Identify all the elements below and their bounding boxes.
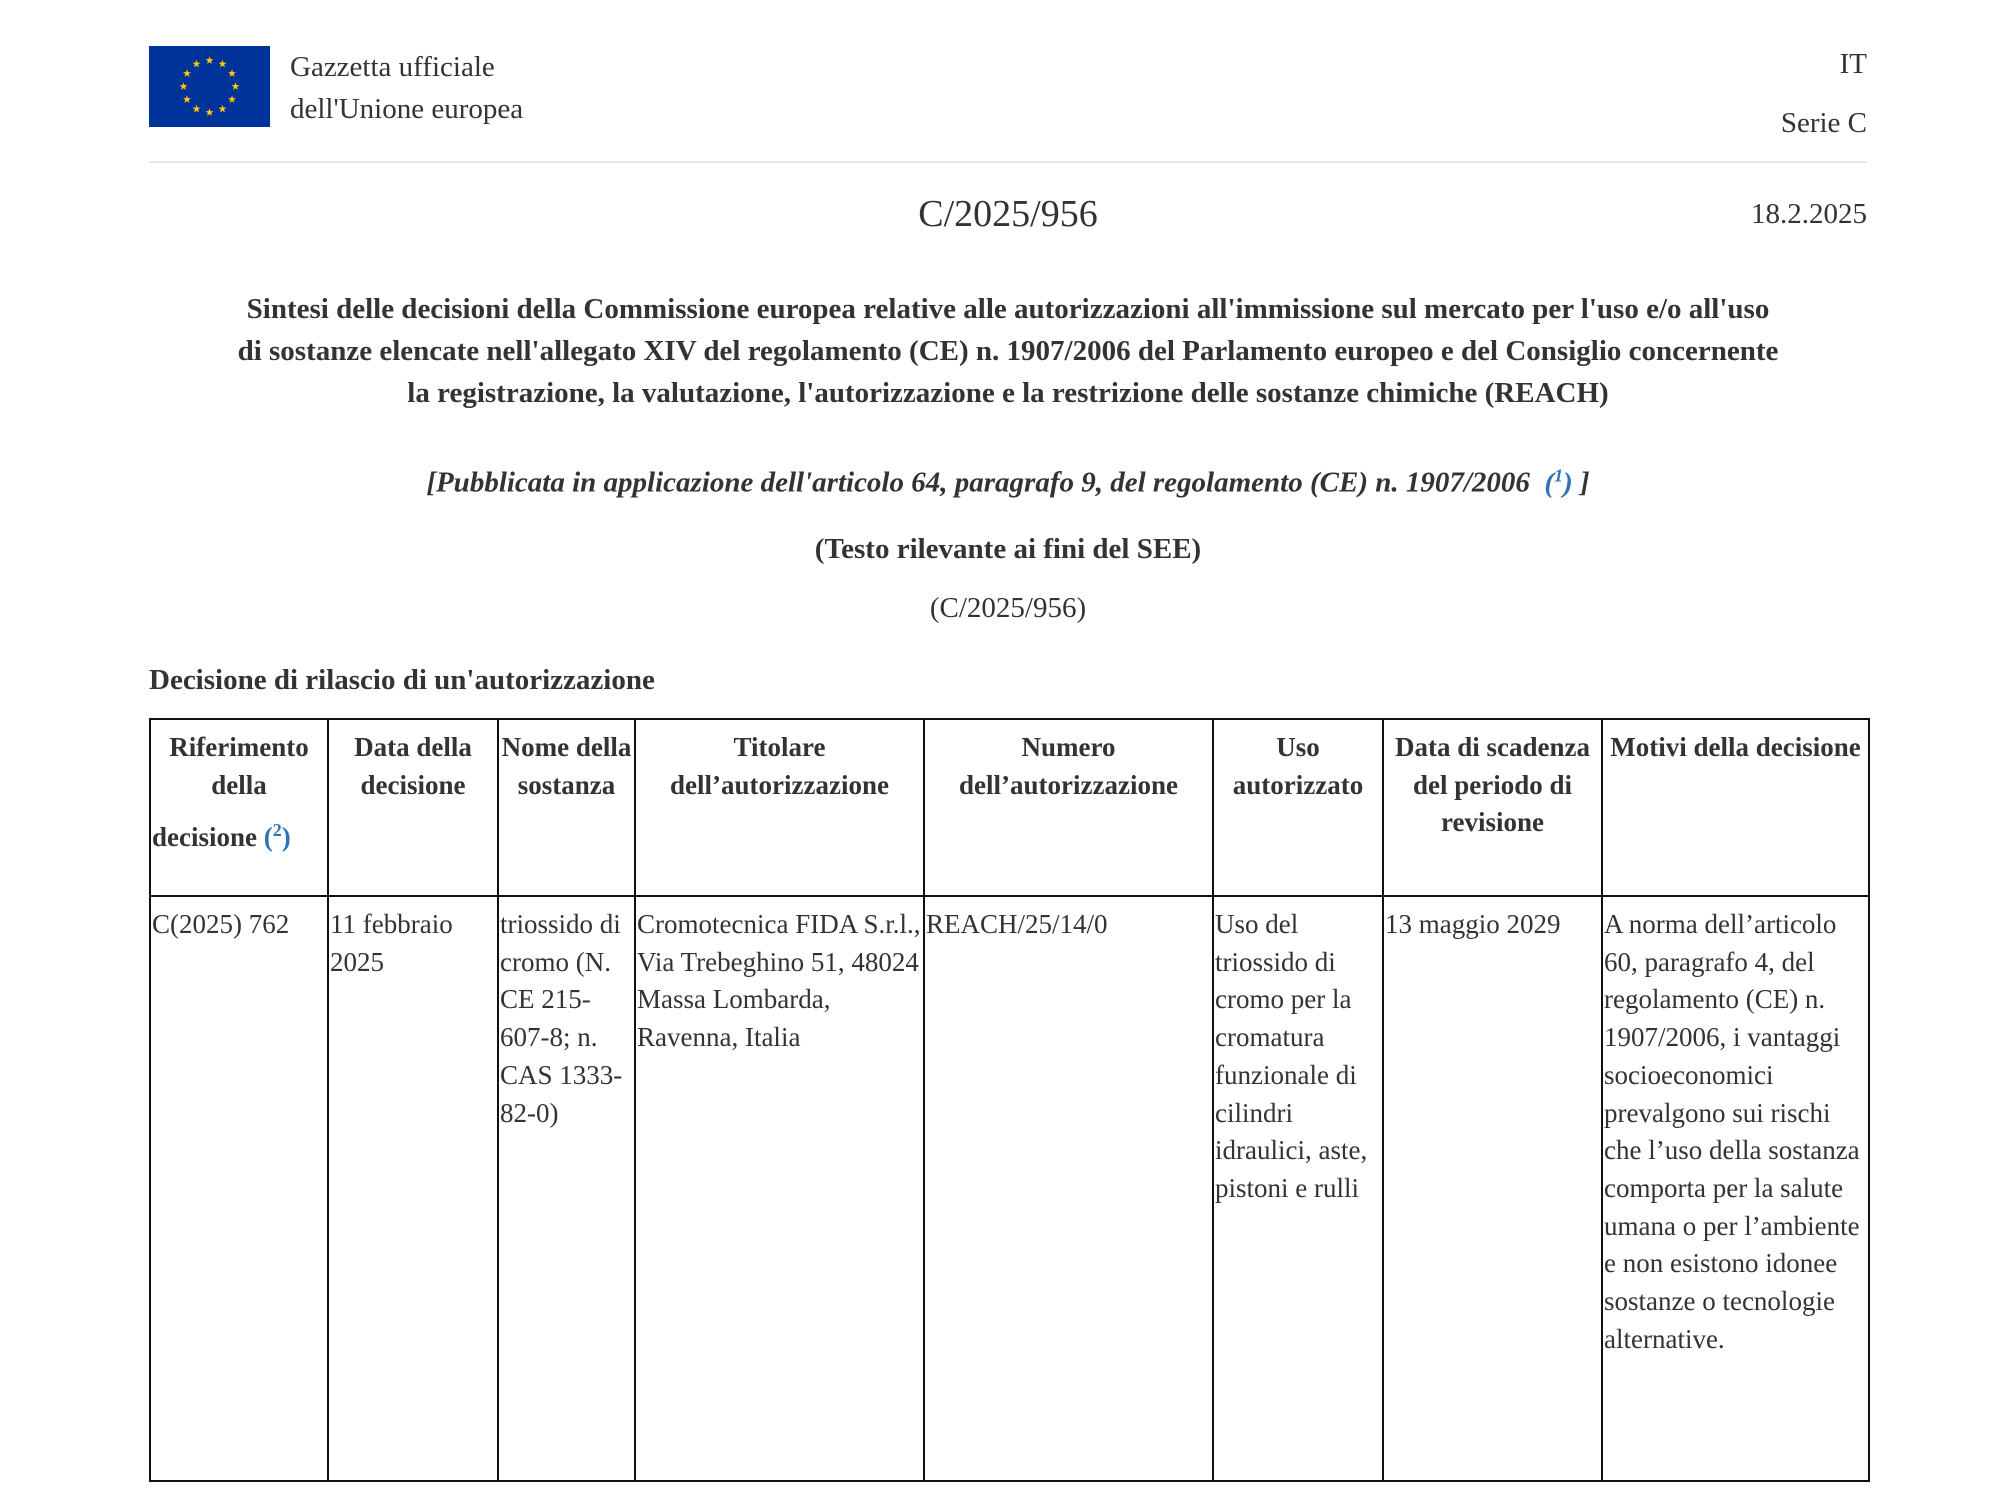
section-heading: Decisione di rilascio di un'autorizzazione [149,664,655,696]
footnote-link-2[interactable]: ($^2$) [263,820,291,853]
journal-header [149,46,1867,163]
header-review-expiry: Data di scadenza del periodo di revisione [1383,719,1602,896]
series-label: Serie C [1780,107,1867,139]
table-header-row [150,719,1869,896]
header-decision-date: Data della decisione [328,719,498,896]
title-line-2: di sostanze elencate nell'allegato XIV del regolamento (CE) n. 1907/2006 del Parlamento europeo e del Consiglio concernente [237,335,1779,367]
footnote-number-1: 1 [1554,465,1564,485]
publication-note [149,454,1867,504]
document-page [149,0,1867,1500]
header-reasons: Motivi della decisione [1602,719,1869,896]
header-substance-name: Nome della sostanza [498,719,635,896]
eu-flag-logo [149,46,270,127]
eea-relevance-note: (Testo rilevante ai fini del SEE) [814,533,1202,565]
cell-decision-reference: C(2025) 762 [150,896,328,1481]
cell-authorised-use: Uso del triossido di cromo per la cromatura funzionale di cilindri idraulici, aste, pistoni e rulli [1213,896,1383,1481]
cell-reasons: A norma dell’articolo 60, paragrafo 4, del regolamento (CE) n. 1907/2006, i vantaggi socioeconomici prevalgono sui rischi che l’uso della sostanza comporta per la salute umana o per l’ambiente e non esistono idonee sostanze o tecnologie alternative. [1602,896,1869,1481]
header-ref-line2: della [211,769,267,800]
journal-name-line1: Gazzetta ufficiale [290,51,495,83]
cell-authorisation-number: REACH/25/14/0 [924,896,1213,1481]
footnote-number-2: 2 [272,820,282,841]
title-line-1: Sintesi delle decisioni della Commissione europea relative alle autorizzazioni all'immissione sul mercato per l'uso e/o all'uso [246,293,1770,325]
cell-decision-date: 11 febbraio 2025 [328,896,498,1481]
table-row [150,896,1869,1481]
cell-substance-name: triossido di cromo (N. CE 215-607-8; n. CAS 1333-82-0) [498,896,635,1481]
header-authorised-use: Uso autorizzato [1213,719,1383,896]
header-ref-line3 [152,812,326,857]
header-ref-line1: Riferimento [169,732,309,762]
header-authorisation-number: Numero dell’autorizzazione [924,719,1213,896]
header-holder: Titolare dell’autorizzazione [635,719,924,896]
header-decision-reference [150,719,328,896]
document-reference: (C/2025/956) [929,592,1087,624]
document-id: C/2025/956 [918,193,1098,235]
footnote-link-1[interactable]: ($^1$) [1544,465,1573,499]
journal-name [290,46,523,130]
eu-stars-icon [149,46,270,127]
document-title [149,288,1867,414]
publication-note-text: [Pubblicata in applicazione dell'articolo 64, paragrafo 9, del regolamento (CE) n. 1907/2006 [426,466,1530,499]
cell-holder: Cromotecnica FIDA S.r.l., Via Trebeghino 51, 48024 Massa Lombarda, Ravenna, Italia [635,896,924,1481]
publication-date: 18.2.2025 [1751,198,1867,230]
decision-table [149,718,1870,1482]
header-ref-word: decisione [152,822,257,853]
language-code: IT [1839,48,1867,80]
title-line-3: la registrazione, la valutazione, l'autorizzazione e la restrizione delle sostanze chimiche (REACH) [407,377,1609,409]
cell-review-expiry: 13 maggio 2029 [1383,896,1602,1481]
journal-name-line2: dell'Unione europea [290,93,524,125]
publication-note-close: ] [1580,466,1590,499]
